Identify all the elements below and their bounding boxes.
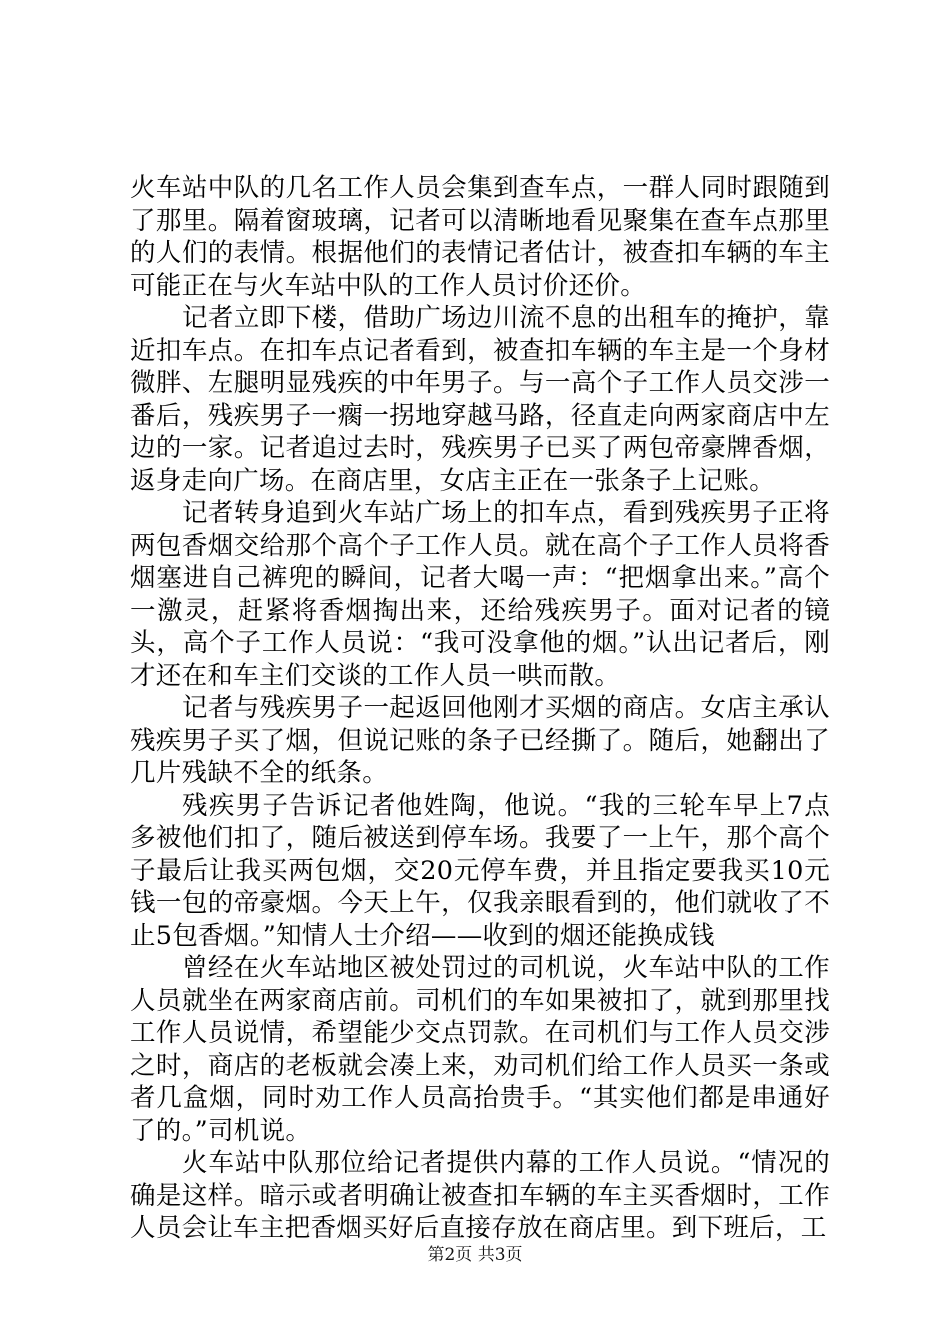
paragraph-4: 记者与残疾男子一起返回他刚才买烟的商店。女店主承认残疾男子买了烟，但说记账的条子已经撕了。随后，她翻出了几片残缺不全的纸条。 xyxy=(130,693,830,788)
paragraph-3: 记者转身追到火车站广场上的扣车点，看到残疾男子正将两包香烟交给那个高个子工作人员。就在高个子工作人员将香烟塞进自己裤兜的瞬间，记者大喝一声：“把烟拿出来。”高个一激灵，赶紧将香烟掏出来，还给残疾男子。面对记者的镜头，高个子工作人员说：“我可没拿他的烟。”认出记者后，刚才还在和车主们交谈的工作人员一哄而散。 xyxy=(130,498,830,691)
article-body xyxy=(130,172,830,1245)
paragraph-2: 记者立即下楼，借助广场边川流不息的出租车的掩护，靠近扣车点。在扣车点记者看到，被查扣车辆的车主是一个身材微胖、左腿明显残疾的中年男子。与一高个子工作人员交涉一番后，残疾男子一瘸一拐地穿越马路，径直走向两家商店中左边的一家。记者追过去时，残疾男子已买了两包帝豪牌香烟，返身走向广场。在商店里，女店主正在一张条子上记账。 xyxy=(130,303,830,496)
paragraph-1: 火车站中队的几名工作人员会集到查车点，一群人同时跟随到了那里。隔着窗玻璃，记者可以清晰地看见聚集在查车点那里的人们的表情。根据他们的表情记者估计，被查扣车辆的车主可能正在与火车站中队的工作人员讨价还价。 xyxy=(130,173,830,301)
page-footer: 第2页 共3页 xyxy=(427,1245,523,1265)
paragraph-7: 火车站中队那位给记者提供内幕的工作人员说。“情况的确是这样。暗示或者明确让被查扣车辆的车主买香烟时，工作人员会让车主把香烟买好后直接存放在商店里。到下班后，工 xyxy=(130,1148,830,1243)
paragraph-6: 曾经在火车站地区被处罚过的司机说，火车站中队的工作人员就坐在两家商店前。司机们的车如果被扣了，就到那里找工作人员说情，希望能少交点罚款。在司机们与工作人员交涉之时，商店的老板就会凑上来，劝司机们给工作人员买一条或者几盒烟，同时劝工作人员高抬贵手。“其实他们都是串通好了的。”司机说。 xyxy=(130,953,830,1146)
paragraph-5: 残疾男子告诉记者他姓陶，他说。“我的三轮车早上7点多被他们扣了，随后被送到停车场。我要了一上午，那个高个子最后让我买两包烟，交20元停车费，并且指定要我买10元钱一包的帝豪烟。今天上午，仅我亲眼看到的，他们就收了不止5包香烟。”知情人士介绍——收到的烟还能换成钱 xyxy=(130,790,830,951)
